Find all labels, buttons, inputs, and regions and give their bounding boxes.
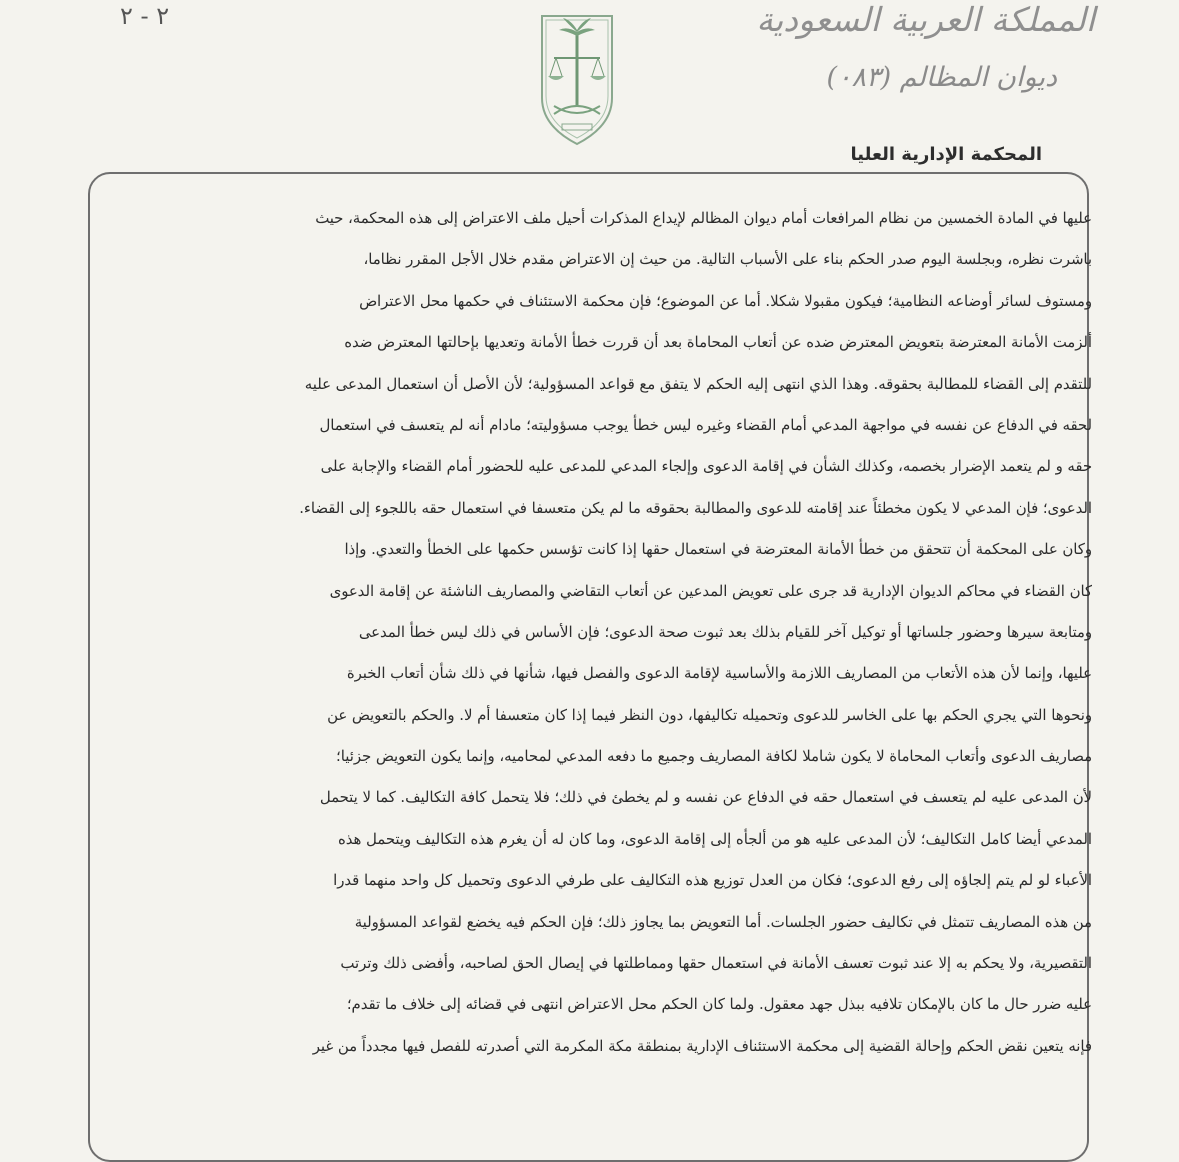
text-line: ونحوها التي يجري الحكم بها على الخاسر للدعوى وتحميله تكاليفها، دون النظر فيما إذا كان متعسفا أم لا. والحكم بالتعويض عن: [327, 706, 1092, 724]
page-number: ٢ - ٢: [120, 2, 170, 30]
text-line: الأعباء لو لم يتم إلجاؤه إلى رفع الدعوى؛ فكان من العدل توزيع هذه التكاليف على طرفي الدعوى وتحميل كل واحد منهما قدرا: [333, 872, 1092, 890]
text-line: عليه ضرر حال ما كان بالإمكان تلافيه ببذل جهد معقول. ولما كان الحكم محل الاعتراض انتهى في قضائه إلى خلاف ما تقدم؛: [346, 996, 1092, 1014]
text-line: مصاريف الدعوى وأتعاب المحاماة لا يكون شاملا لكافة المصاريف وجميع ما دفعه المدعي لمحاميه، وإنما يكون التعويض جزئيا؛: [336, 748, 1092, 766]
text-line: كان القضاء في محاكم الديوان الإدارية قد جرى على تعويض المدعين عن أتعاب التقاضي والمصاريف الناشئة عن إقامة الدعوى: [329, 582, 1092, 600]
balance-scale-palm-emblem-icon: [536, 2, 618, 148]
text-line: ومتابعة سيرها وحضور جلساتها أو توكيل آخر للقيام بذلك بعد ثبوت صحة الدعوى؛ فإن الأساس في ذلك ليس خطأ المدعى: [358, 623, 1092, 641]
text-line: الدعوى؛ فإن المدعي لا يكون مخطئاً عند إقامته للدعوى والمطالبة بحقوقه ما لم يكن متعسفا في استعمال حقه باللجوء إلى القضاء.: [299, 499, 1092, 517]
text-line: عليها في المادة الخمسين من نظام المرافعات أمام ديوان المظالم لإيداع المذكرات أحيل ملف الاعتراض إلى هذه المحكمة، حيث: [315, 210, 1092, 227]
diwan-title: ديوان المظالم (٠٨٣): [826, 62, 1057, 93]
text-line: من هذه المصاريف تتمثل في تكاليف حضور الجلسات. أما التعويض بما يجاوز ذلك؛ فإن الحكم فيه يخضع لقواعد المسؤولية: [354, 913, 1092, 931]
text-line: المدعي أيضا كامل التكاليف؛ لأن المدعى عليه هو من ألجأه إلى إقامة الدعوى، وما كان له أن يغرم هذه التكاليف ويتحمل هذه: [338, 830, 1092, 848]
text-line: للتقدم إلى القضاء للمطالبة بحقوقه. وهذا الذي انتهى إليه الحكم لا يتفق مع قواعد المسؤولية؛ لأن الأصل أن استعمال المدعى عليه: [304, 375, 1092, 393]
text-line: لأن المدعى عليه لم يتعسف في استعمال حقه في الدفاع عن نفسه و لم يخطئ في ذلك؛ فلا يتحمل كافة التكاليف. كما لا يتحمل: [319, 789, 1092, 807]
text-line: لحقه في الدفاع عن نفسه في مواجهة المدعي أمام القضاء وغيره ليس خطأ يوجب مسؤوليته؛ مادام أنه لم يتعسف في استعمال: [319, 416, 1092, 434]
text-line: ومستوف لسائر أوضاعه النظامية؛ فيكون مقبولا شكلا. أما عن الموضوع؛ فإن محكمة الاستئناف في حكمها محل الاعتراض: [359, 292, 1092, 310]
text-line: التقصيرية، ولا يحكم به إلا عند ثبوت تعسف الأمانة في استعمال حقها ومماطلتها في إيصال الحق لصاحبه، وأفضى ذلك وترتب: [340, 955, 1092, 973]
text-line: باشرت نظره، وبجلسة اليوم صدر الحكم بناء على الأسباب التالية. من حيث إن الاعتراض مقدم خلال الأجل المقرر نظاما،: [363, 251, 1092, 269]
text-line: حقه و لم يتعمد الإضرار بخصمه، وكذلك الشأن في إقامة الدعوى وإلجاء المدعي للمدعى عليه للحضور أمام القضاء والإجابة على: [320, 458, 1092, 476]
body-text: [100, 198, 1092, 1067]
text-line: فإنه يتعين نقض الحكم وإحالة القضية إلى محكمة الاستئناف الإدارية بمنطقة مكة المكرمة التي أصدرته للفصل فيها مجدداً من غير: [312, 1037, 1092, 1055]
kingdom-title: المملكة العربية السعودية: [756, 0, 1095, 39]
text-line: ألزمت الأمانة المعترضة بتعويض المعترض ضده عن أتعاب المحاماة بعد أن قررت خطأ الأمانة وتعديها بإحالتها المعترض ضده: [344, 334, 1092, 352]
text-line: عليها، وإنما لأن هذه الأتعاب من المصاريف اللازمة والأساسية لإقامة الدعوى والفصل فيها، شأنها في ذلك شأن أتعاب الخبرة: [346, 665, 1092, 683]
court-name: المحكمة الإدارية العليا: [850, 144, 1042, 165]
text-line: وكان على المحكمة أن تتحقق من خطأ الأمانة المعترضة في استعمال حقها إذا كانت تؤسس حكمها على الخطأ والتعدي. وإذا: [344, 541, 1092, 559]
